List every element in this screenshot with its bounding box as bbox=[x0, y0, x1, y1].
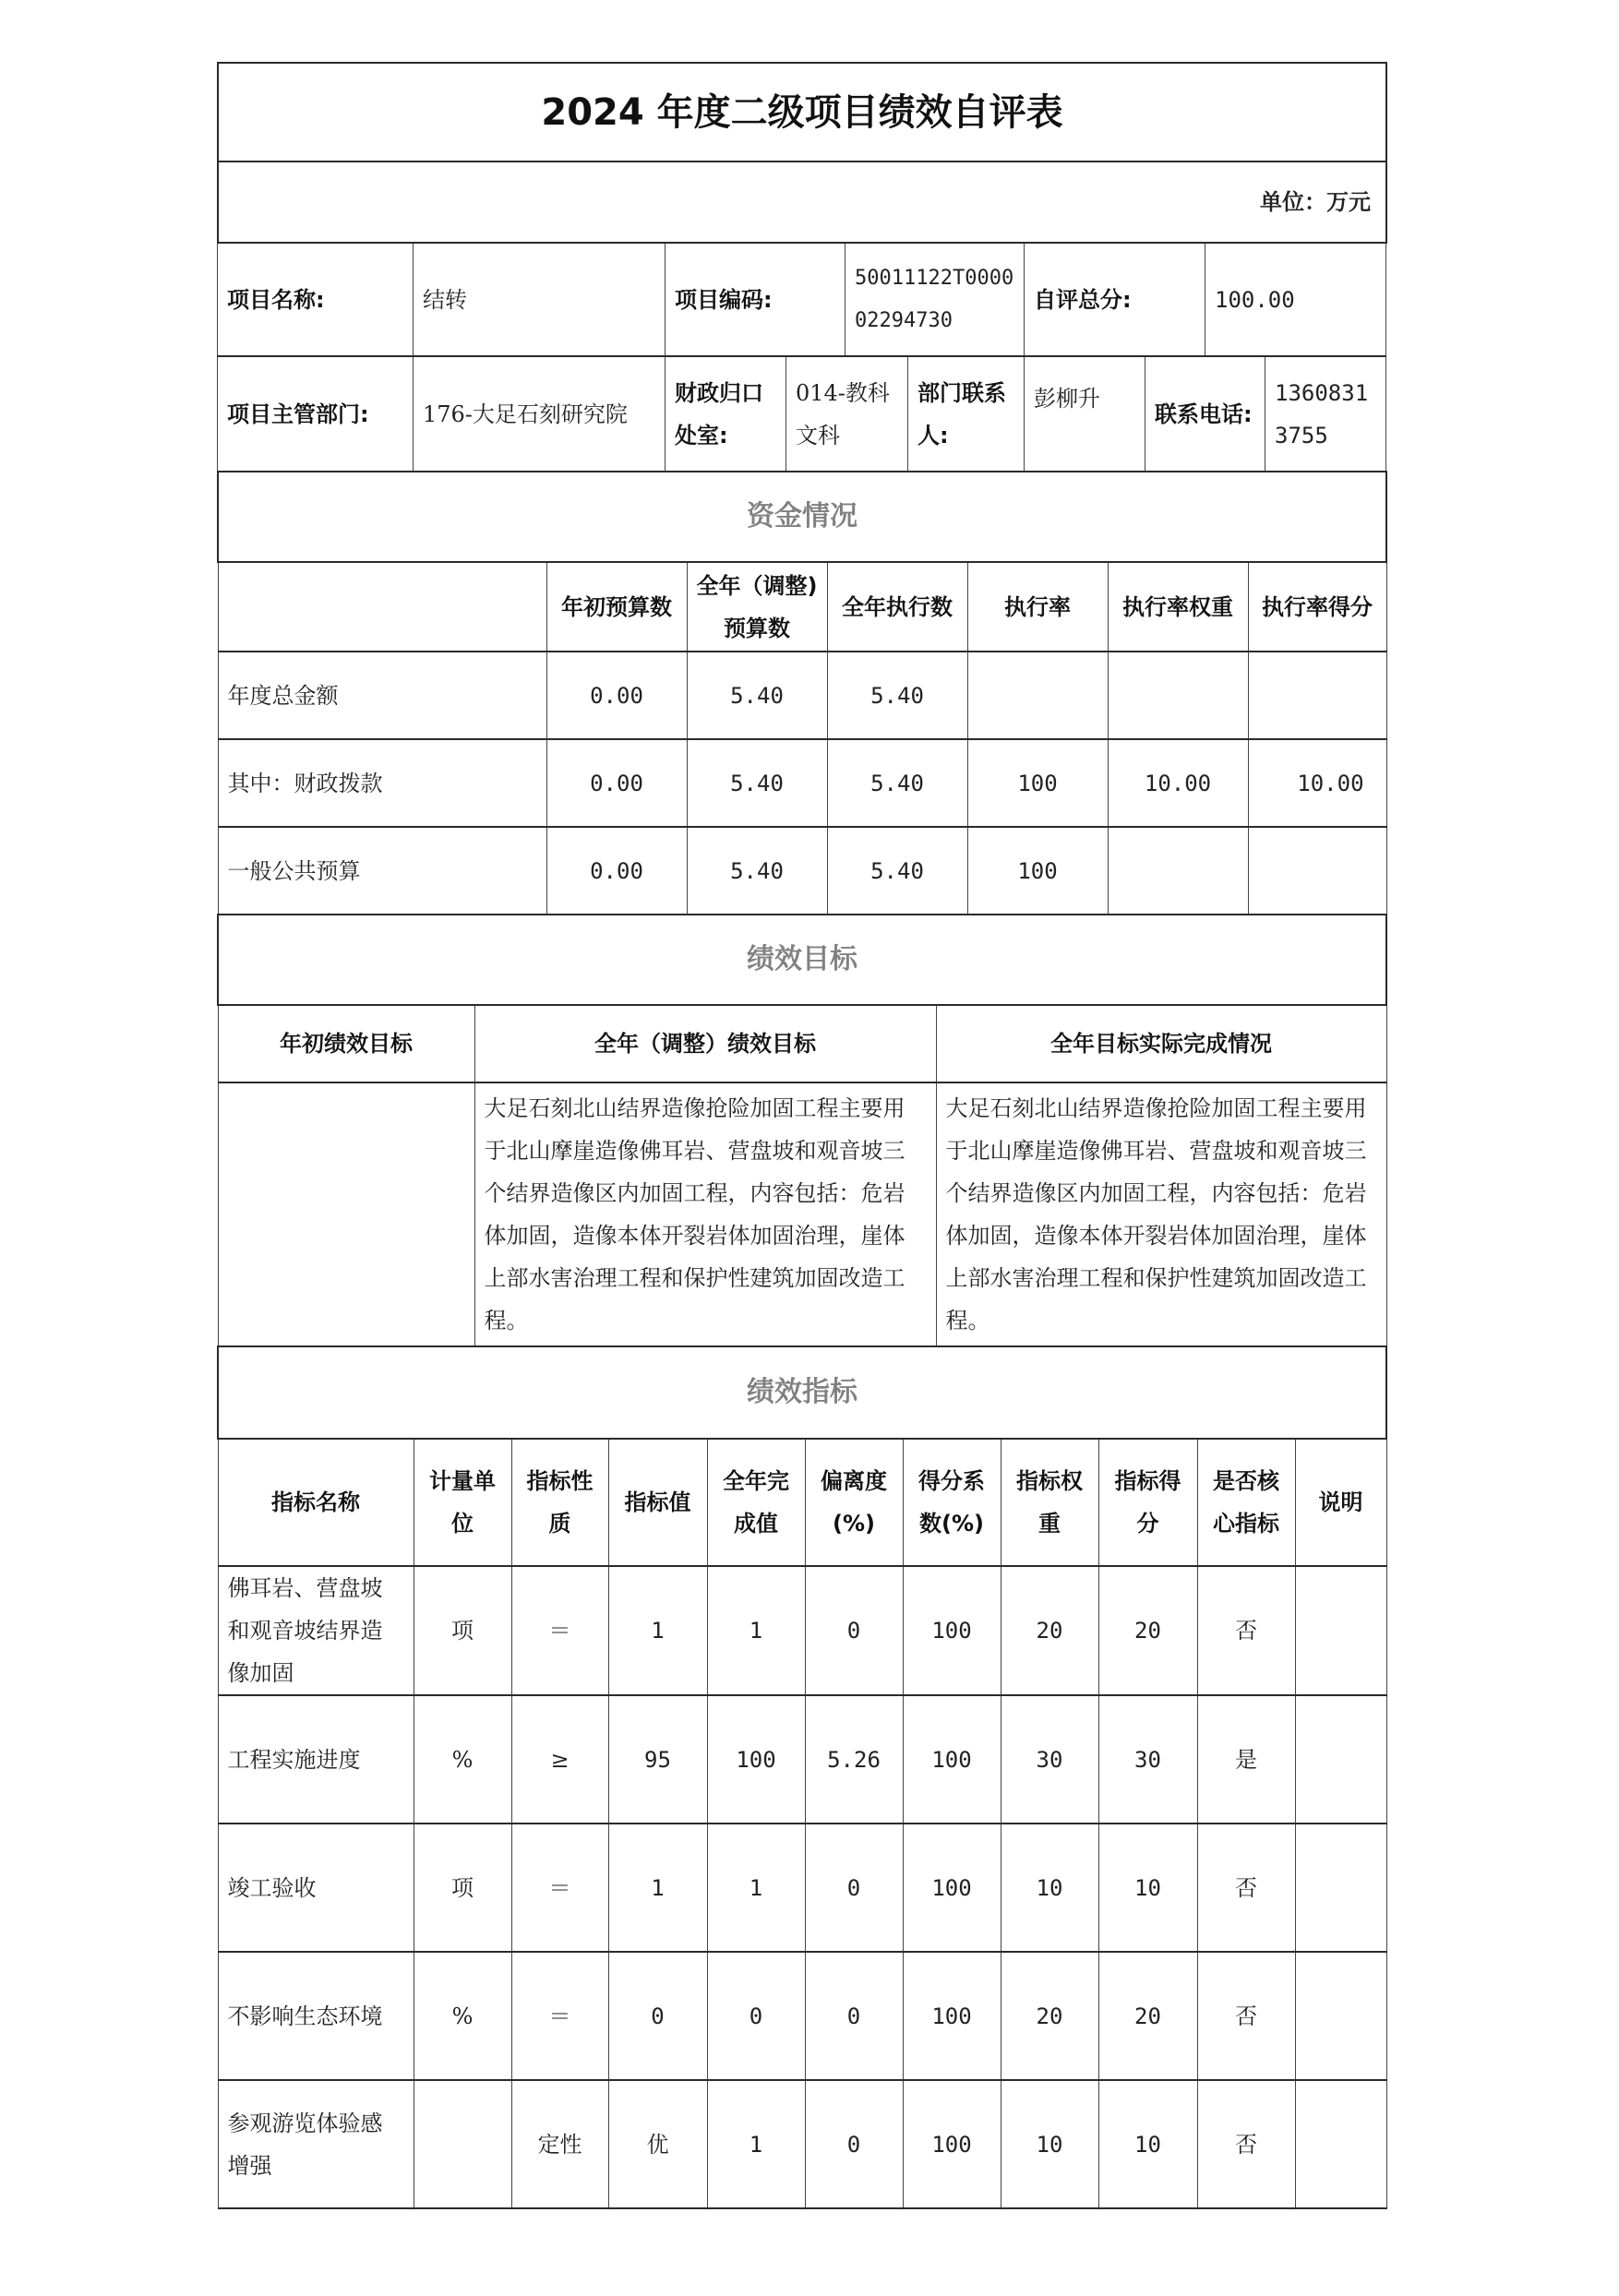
funds-header-cell: 全年执行数 bbox=[827, 562, 967, 652]
indicator-nature: ＝ bbox=[511, 1566, 608, 1695]
funds-row bbox=[218, 652, 1386, 739]
funds-row-label: 其中：财政拨款 bbox=[218, 739, 546, 827]
indicator-coefficient: 100 bbox=[903, 2080, 1001, 2208]
indicators-header-cell: 指标名称 bbox=[218, 1439, 414, 1566]
indicator-actual: 1 bbox=[707, 2080, 805, 2208]
indicator-note bbox=[1295, 1824, 1386, 1952]
indicator-name: 工程实施进度 bbox=[218, 1695, 414, 1824]
indicator-weight: 10 bbox=[1001, 2080, 1098, 2208]
funds-section-title: 资金情况 bbox=[218, 472, 1386, 562]
rate-score: 10.00 bbox=[1248, 739, 1386, 827]
goals-header-row bbox=[218, 1005, 1386, 1082]
execution-rate bbox=[967, 652, 1108, 739]
funds-row-label: 年度总金额 bbox=[218, 652, 546, 739]
indicator-name: 不影响生态环境 bbox=[218, 1952, 414, 2080]
header-table bbox=[217, 62, 1387, 244]
funds-header-cell: 全年（调整)预算数 bbox=[687, 562, 827, 652]
execution-rate: 100 bbox=[967, 739, 1108, 827]
project-info-row-1 bbox=[217, 242, 1386, 357]
adjusted-goal: 大足石刻北山结界造像抢险加固工程主要用于北山摩崖造像佛耳岩、营盘坡和观音坡三个结界造像区内加固工程，内容包括：危岩体加固，造像本体开裂岩体加固治理，崖体上部水害治理工程和保护性建筑加固改造工程。 bbox=[474, 1082, 936, 1346]
finance-office-value: 014-教科文科 bbox=[786, 356, 908, 472]
rate-weight: 10.00 bbox=[1108, 739, 1248, 827]
initial-budget: 0.00 bbox=[546, 652, 687, 739]
indicator-nature: ＝ bbox=[511, 1952, 608, 2080]
executed-amount: 5.40 bbox=[827, 652, 967, 739]
indicator-actual: 1 bbox=[707, 1824, 805, 1952]
self-evaluation-form bbox=[217, 62, 1385, 2209]
indicator-coefficient: 100 bbox=[903, 1824, 1001, 1952]
executed-amount: 5.40 bbox=[827, 827, 967, 915]
indicator-weight: 20 bbox=[1001, 1566, 1098, 1695]
goals-table bbox=[217, 914, 1387, 1347]
indicator-target: 95 bbox=[608, 1695, 707, 1824]
indicator-name: 参观游览体验感增强 bbox=[218, 2080, 414, 2208]
rate-weight bbox=[1108, 827, 1248, 915]
total-score-label: 自评总分: bbox=[1025, 243, 1205, 356]
indicators-header-cell: 计量单位 bbox=[414, 1439, 511, 1566]
indicator-score: 20 bbox=[1098, 1566, 1197, 1695]
indicator-target: 1 bbox=[608, 1566, 707, 1695]
indicator-target: 优 bbox=[608, 2080, 707, 2208]
funds-row-label: 一般公共预算 bbox=[218, 827, 546, 915]
indicator-row bbox=[218, 2080, 1386, 2208]
rate-weight bbox=[1108, 652, 1248, 739]
indicator-row bbox=[218, 1952, 1386, 2080]
total-score-value: 100.00 bbox=[1205, 243, 1386, 356]
indicator-row bbox=[218, 1566, 1386, 1695]
indicator-unit: % bbox=[414, 1695, 511, 1824]
indicators-header-row bbox=[218, 1439, 1386, 1566]
execution-rate: 100 bbox=[967, 827, 1108, 915]
funds-row bbox=[218, 739, 1386, 827]
indicator-deviation: 0 bbox=[805, 1566, 903, 1695]
indicator-actual: 1 bbox=[707, 1566, 805, 1695]
indicator-unit: 项 bbox=[414, 1566, 511, 1695]
indicator-unit: % bbox=[414, 1952, 511, 2080]
funds-header-row bbox=[218, 562, 1386, 652]
indicator-coefficient: 100 bbox=[903, 1695, 1001, 1824]
indicator-nature: ≥ bbox=[511, 1695, 608, 1824]
initial-goal bbox=[218, 1082, 474, 1346]
phone-label: 联系电话: bbox=[1145, 356, 1265, 472]
initial-budget: 0.00 bbox=[546, 827, 687, 915]
funds-table bbox=[217, 471, 1387, 915]
project-code-value: 50011122T000002294730 bbox=[845, 243, 1025, 356]
indicator-score: 20 bbox=[1098, 1952, 1197, 2080]
contact-label: 部门联系人: bbox=[908, 356, 1025, 472]
indicator-core: 否 bbox=[1197, 1952, 1295, 2080]
indicator-target: 1 bbox=[608, 1824, 707, 1952]
indicators-header-cell: 偏离度(%) bbox=[805, 1439, 903, 1566]
funds-header-cell: 年初预算数 bbox=[546, 562, 687, 652]
indicators-header-cell: 得分系数(%) bbox=[903, 1439, 1001, 1566]
indicator-weight: 10 bbox=[1001, 1824, 1098, 1952]
indicator-score: 10 bbox=[1098, 1824, 1197, 1952]
funds-header-cell: 执行率得分 bbox=[1248, 562, 1386, 652]
indicator-actual: 0 bbox=[707, 1952, 805, 2080]
indicator-coefficient: 100 bbox=[903, 1952, 1001, 2080]
indicator-note bbox=[1295, 1566, 1386, 1695]
indicators-header-cell: 指标权重 bbox=[1001, 1439, 1098, 1566]
department-label: 项目主管部门: bbox=[218, 356, 414, 472]
rate-score bbox=[1248, 827, 1386, 915]
rate-score bbox=[1248, 652, 1386, 739]
funds-header-cell bbox=[218, 562, 546, 652]
indicators-header-cell: 指标性质 bbox=[511, 1439, 608, 1566]
indicator-weight: 30 bbox=[1001, 1695, 1098, 1824]
indicator-row bbox=[218, 1824, 1386, 1952]
project-name-label: 项目名称: bbox=[218, 243, 414, 356]
goals-header-cell: 全年（调整）绩效目标 bbox=[474, 1005, 936, 1082]
indicators-section-title: 绩效指标 bbox=[218, 1346, 1386, 1439]
indicators-header-cell: 指标得分 bbox=[1098, 1439, 1197, 1566]
phone-value: 13608313755 bbox=[1265, 356, 1386, 472]
adjusted-budget: 5.40 bbox=[687, 739, 827, 827]
department-value: 176-大足石刻研究院 bbox=[414, 356, 666, 472]
unit-label: 单位：万元 bbox=[218, 161, 1386, 243]
adjusted-budget: 5.40 bbox=[687, 827, 827, 915]
indicators-header-cell: 全年完成值 bbox=[707, 1439, 805, 1566]
indicator-name: 竣工验收 bbox=[218, 1824, 414, 1952]
indicator-core: 否 bbox=[1197, 1824, 1295, 1952]
actual-completion: 大足石刻北山结界造像抢险加固工程主要用于北山摩崖造像佛耳岩、营盘坡和观音坡三个结界造像区内加固工程，内容包括：危岩体加固，造像本体开裂岩体加固治理，崖体上部水害治理工程和保护性建筑加固改造工程。 bbox=[936, 1082, 1386, 1346]
funds-header-cell: 执行率权重 bbox=[1108, 562, 1248, 652]
indicator-row bbox=[218, 1695, 1386, 1824]
indicator-note bbox=[1295, 1952, 1386, 2080]
page-title: 2024 年度二级项目绩效自评表 bbox=[218, 63, 1386, 161]
goals-header-cell: 全年目标实际完成情况 bbox=[936, 1005, 1386, 1082]
goals-content-row bbox=[218, 1082, 1386, 1346]
indicator-actual: 100 bbox=[707, 1695, 805, 1824]
adjusted-budget: 5.40 bbox=[687, 652, 827, 739]
indicator-target: 0 bbox=[608, 1952, 707, 2080]
indicators-header-cell: 说明 bbox=[1295, 1439, 1386, 1566]
indicator-deviation: 0 bbox=[805, 2080, 903, 2208]
indicator-note bbox=[1295, 2080, 1386, 2208]
goals-section-title: 绩效目标 bbox=[218, 915, 1386, 1005]
indicator-core: 是 bbox=[1197, 1695, 1295, 1824]
executed-amount: 5.40 bbox=[827, 739, 967, 827]
goals-header-cell: 年初绩效目标 bbox=[218, 1005, 474, 1082]
indicator-score: 30 bbox=[1098, 1695, 1197, 1824]
indicator-unit: 项 bbox=[414, 1824, 511, 1952]
indicators-header-cell: 指标值 bbox=[608, 1439, 707, 1566]
indicator-core: 否 bbox=[1197, 1566, 1295, 1695]
indicators-header-cell: 是否核心指标 bbox=[1197, 1439, 1295, 1566]
initial-budget: 0.00 bbox=[546, 739, 687, 827]
indicator-note bbox=[1295, 1695, 1386, 1824]
project-name-value: 结转 bbox=[414, 243, 666, 356]
indicator-core: 否 bbox=[1197, 2080, 1295, 2208]
funds-header-cell: 执行率 bbox=[967, 562, 1108, 652]
indicator-name: 佛耳岩、营盘坡和观音坡结界造像加固 bbox=[218, 1566, 414, 1695]
project-code-label: 项目编码: bbox=[666, 243, 845, 356]
indicator-deviation: 0 bbox=[805, 1824, 903, 1952]
indicator-unit bbox=[414, 2080, 511, 2208]
funds-row bbox=[218, 827, 1386, 915]
indicator-coefficient: 100 bbox=[903, 1566, 1001, 1695]
finance-office-label: 财政归口处室: bbox=[666, 356, 786, 472]
project-info-row-2 bbox=[217, 355, 1386, 472]
contact-value: 彭柳升 bbox=[1025, 356, 1145, 472]
indicator-nature: ＝ bbox=[511, 1824, 608, 1952]
indicator-weight: 20 bbox=[1001, 1952, 1098, 2080]
indicator-nature: 定性 bbox=[511, 2080, 608, 2208]
indicators-body bbox=[218, 1566, 1386, 2208]
indicator-deviation: 0 bbox=[805, 1952, 903, 2080]
indicators-table bbox=[217, 1345, 1387, 2209]
indicator-deviation: 5.26 bbox=[805, 1695, 903, 1824]
indicator-score: 10 bbox=[1098, 2080, 1197, 2208]
